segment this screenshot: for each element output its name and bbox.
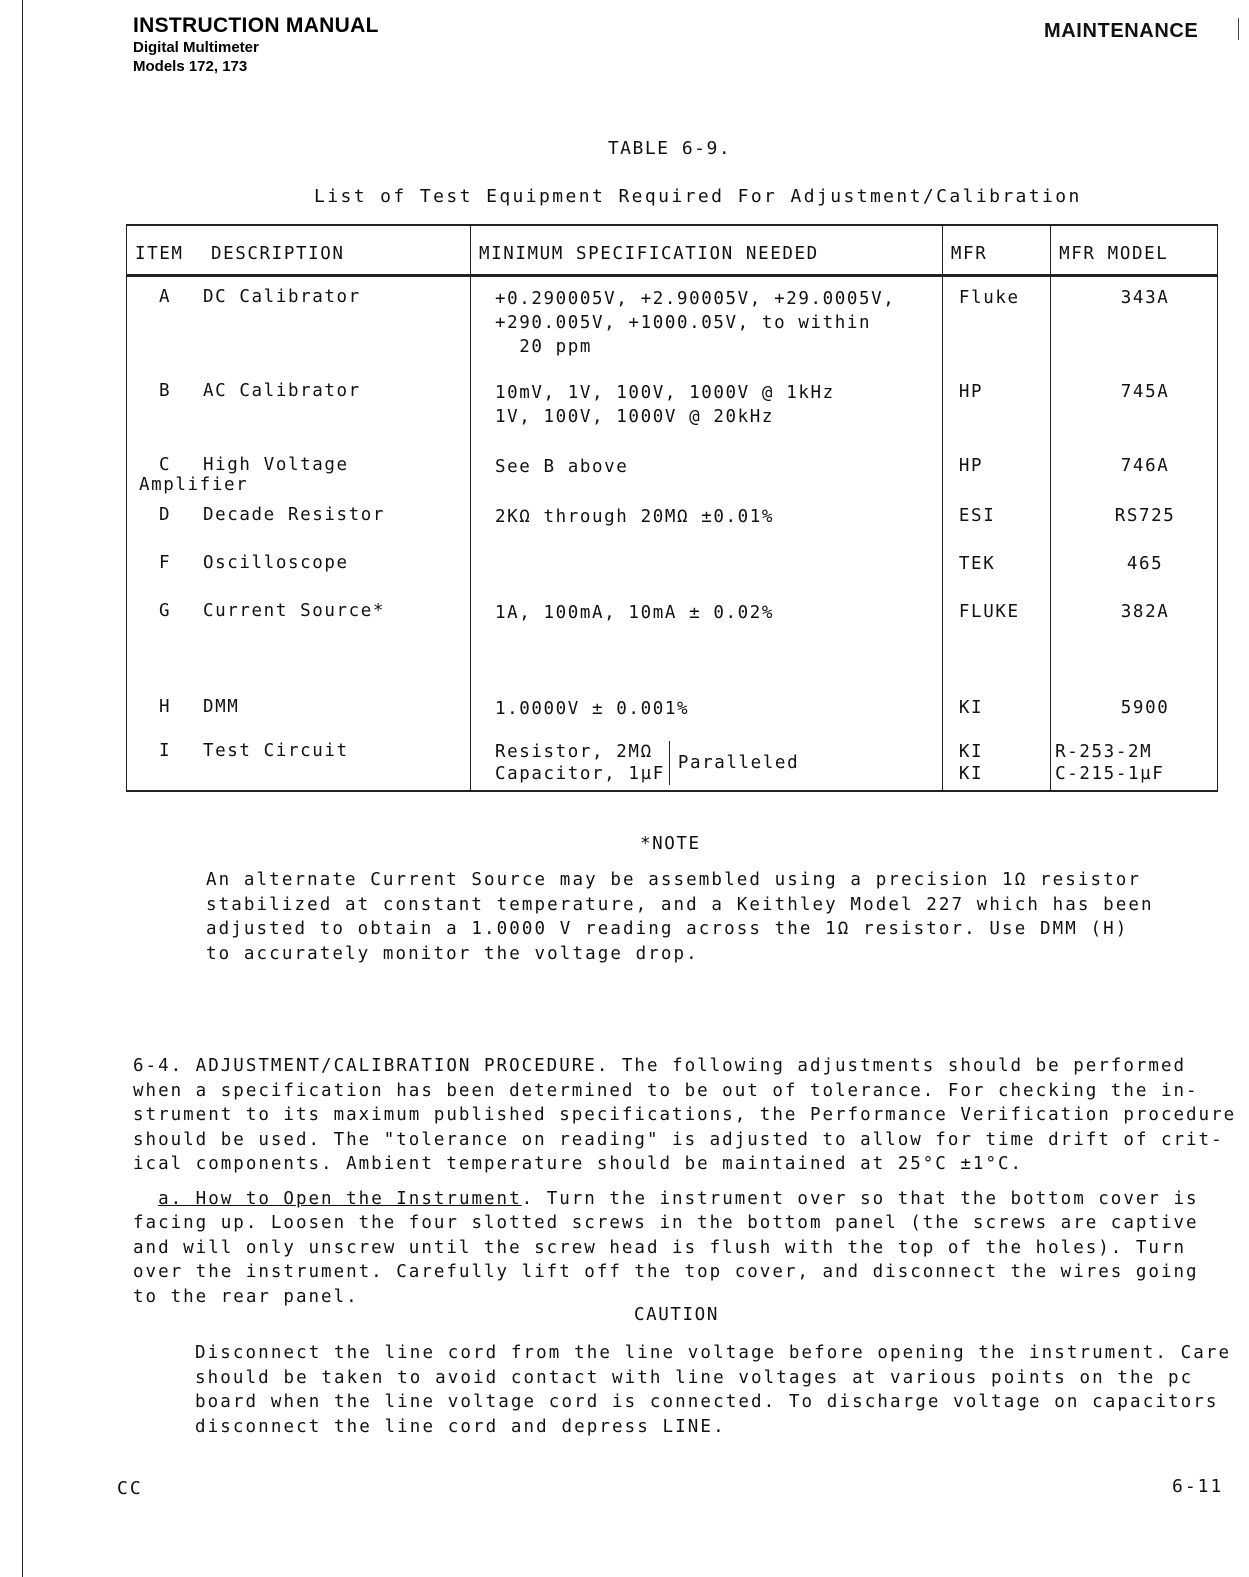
manual-subtitle: Digital Multimeter xyxy=(133,39,259,56)
spec-bracket-group xyxy=(495,741,934,785)
model-number: RS725 xyxy=(1114,506,1176,526)
table-row xyxy=(127,371,1218,445)
spec-line: +0.290005V, +2.90005V, +29.0005V, xyxy=(494,288,896,309)
cell-mfr xyxy=(942,543,1050,591)
cell-model xyxy=(1051,275,1218,371)
cell-model xyxy=(1051,591,1218,687)
item-description: High Voltage Amplifier xyxy=(139,455,349,495)
model-number: C-215-1µF xyxy=(1055,764,1165,784)
caution-body xyxy=(195,1341,1232,1439)
cell-model xyxy=(1051,371,1218,445)
section-title: MAINTENANCE xyxy=(1044,20,1199,42)
spec-line: Resistor, 2MΩ xyxy=(494,742,653,762)
procedure-line: 6-4. ADJUSTMENT/CALIBRATION PROCEDURE. The following adjustments should be performed xyxy=(133,1056,1187,1076)
item-letter: G xyxy=(159,601,172,621)
item-description: Current Source* xyxy=(203,601,386,621)
subsection-a-line: facing up. Loosen the four slotted screws in the bottom panel (the screws are captive xyxy=(133,1213,1199,1233)
table-row xyxy=(127,687,1218,731)
cell-mfr xyxy=(942,495,1050,543)
cell-mfr xyxy=(942,731,1050,791)
subsection-a-line: over the instrument. Carefully lift off the top cover, and disconnect the wires going xyxy=(133,1262,1199,1282)
item-description: Test Circuit xyxy=(203,741,349,761)
table-caption: List of Test Equipment Required For Adjustment/Calibration xyxy=(314,186,1082,207)
cell-item-description xyxy=(127,591,471,687)
spec-line: 20 ppm xyxy=(494,336,593,357)
table-header-row xyxy=(127,225,1218,275)
mfr-name: ESI xyxy=(958,506,996,526)
cell-spec xyxy=(470,275,942,371)
cell-spec xyxy=(470,543,942,591)
page-header xyxy=(133,14,379,76)
cell-item-description xyxy=(127,687,471,731)
manual-models: Models 172, 173 xyxy=(133,58,248,75)
table-row xyxy=(127,275,1218,371)
item-letter: C xyxy=(159,455,172,475)
cell-model xyxy=(1051,543,1218,591)
note-line: stabilized at constant temperature, and a Keithley Model 227 which has been xyxy=(206,894,1154,915)
table-row xyxy=(127,495,1218,543)
table-body xyxy=(127,275,1218,791)
cell-model xyxy=(1051,445,1218,495)
subsection-a-heading: a. How to Open the Instrument xyxy=(158,1188,522,1209)
procedure-section xyxy=(133,1054,1237,1309)
item-letter: A xyxy=(159,286,172,307)
cell-spec xyxy=(470,371,942,445)
cell-item-description xyxy=(127,495,471,543)
model-number: 5900 xyxy=(1120,698,1170,718)
spec-line: 1A, 100mA, 10mA ± 0.02% xyxy=(494,603,775,623)
model-number: 745A xyxy=(1120,382,1170,402)
model-number: 382A xyxy=(1120,602,1170,622)
cell-mfr xyxy=(942,275,1050,371)
cell-item-description xyxy=(127,371,471,445)
subsection-a-line: to the rear panel. xyxy=(133,1286,359,1307)
table-row xyxy=(127,445,1218,495)
cell-model xyxy=(1051,731,1218,791)
cell-item-description xyxy=(127,731,471,791)
spec-line: 1.0000V ± 0.001% xyxy=(494,699,690,719)
note-line: adjusted to obtain a 1.0000 V reading across the 1Ω resistor. Use DMM (H) xyxy=(206,919,1129,939)
item-letter: H xyxy=(159,697,172,717)
test-equipment-table xyxy=(126,224,1218,792)
item-letter: I xyxy=(159,741,172,761)
header-mfr: MFR xyxy=(942,225,1050,275)
header-spec: MINIMUM SPECIFICATION NEEDED xyxy=(470,225,942,275)
item-description: Decade Resistor xyxy=(203,505,386,525)
caution-line: should be taken to avoid contact with line voltages at various points on the pc xyxy=(195,1367,1194,1388)
procedure-line: ical components. Ambient temperature should be maintained at 25°C ±1°C. xyxy=(133,1154,1024,1174)
cell-item-description xyxy=(127,543,471,591)
item-letter: F xyxy=(159,553,172,573)
spec-line: 1V, 100V, 1000V @ 20kHz xyxy=(494,407,775,427)
footer-code: CC xyxy=(117,1478,143,1499)
mfr-name: HP xyxy=(958,382,984,402)
note-line: An alternate Current Source may be assembled using a precision 1Ω resistor xyxy=(206,870,1142,890)
cell-item-description xyxy=(127,275,471,371)
page-right-mark xyxy=(1238,18,1239,40)
header-item-description xyxy=(127,225,471,275)
mfr-name: KI xyxy=(958,764,984,784)
note-body xyxy=(206,868,1166,966)
header-description: DESCRIPTION xyxy=(211,244,345,264)
subsection-a-line: and will only unscrew until the screw head is flush with the top of the holes). Turn xyxy=(133,1237,1187,1258)
model-number: R-253-2M xyxy=(1055,742,1153,762)
spec-line: 2KΩ through 20MΩ ±0.01% xyxy=(494,507,775,527)
cell-spec xyxy=(470,591,942,687)
page-left-rule xyxy=(22,0,23,1577)
cell-spec xyxy=(470,687,942,731)
subsection-a-first-line xyxy=(133,1187,1223,1212)
mfr-name: TEK xyxy=(958,554,996,574)
caution-line: board when the line voltage cord is connected. To discharge voltage on capacitors xyxy=(195,1392,1219,1412)
note-line: to accurately monitor the voltage drop. xyxy=(206,943,699,964)
cell-spec xyxy=(470,495,942,543)
cell-mfr xyxy=(942,445,1050,495)
caution-line: Disconnect the line cord from the line voltage before opening the instrument. Care xyxy=(195,1343,1232,1363)
note-heading: *NOTE xyxy=(640,834,701,854)
procedure-line: when a specification has been determined to be out of tolerance. For checking the in- xyxy=(133,1080,1199,1101)
cell-model xyxy=(1051,687,1218,731)
subsection-a-text: . Turn the instrument over so that the bottom cover is xyxy=(521,1188,1199,1209)
manual-title: INSTRUCTION MANUAL xyxy=(133,14,379,37)
table-number: TABLE 6-9. xyxy=(607,138,732,159)
table-row xyxy=(127,731,1218,791)
procedure-line: strument to its maximum published specifications, the Performance Verification procedure xyxy=(133,1105,1237,1125)
mfr-name: Fluke xyxy=(958,287,1020,308)
mfr-name: HP xyxy=(958,456,984,476)
cell-model xyxy=(1051,495,1218,543)
model-number: 343A xyxy=(1120,287,1170,308)
mfr-name: KI xyxy=(958,698,984,718)
spec-line: Capacitor, 1µF xyxy=(494,764,665,784)
page-number: 6-11 xyxy=(1172,1476,1224,1497)
subsection-a-paragraph xyxy=(133,1211,1223,1309)
table-row xyxy=(127,543,1218,591)
model-number: 465 xyxy=(1126,554,1164,574)
model-number: 746A xyxy=(1120,456,1170,476)
item-description: DC Calibrator xyxy=(203,286,361,307)
spec-line: +290.005V, +1000.05V, to within xyxy=(494,312,872,333)
cell-spec xyxy=(470,731,942,791)
cell-mfr xyxy=(942,687,1050,731)
procedure-paragraph xyxy=(133,1054,1237,1177)
cell-mfr xyxy=(942,371,1050,445)
caution-heading: CAUTION xyxy=(634,1305,719,1325)
spec-lines xyxy=(495,741,670,785)
item-letter: D xyxy=(159,505,172,525)
caution-line: disconnect the line cord and depress LINE. xyxy=(195,1416,726,1437)
table-row xyxy=(127,591,1218,687)
spec-line: 10mV, 1V, 100V, 1000V @ 1kHz xyxy=(494,383,835,403)
spec-bracket-label: Paralleled xyxy=(677,753,800,773)
mfr-name: KI xyxy=(958,742,984,762)
item-description: Oscilloscope xyxy=(203,553,349,573)
header-model: MFR MODEL xyxy=(1051,225,1218,275)
item-letter: B xyxy=(159,381,172,401)
item-description: AC Calibrator xyxy=(203,381,361,401)
spec-line: See B above xyxy=(494,457,629,477)
item-description: DMM xyxy=(203,697,240,717)
cell-mfr xyxy=(942,591,1050,687)
header-item: ITEM xyxy=(135,244,184,264)
cell-spec xyxy=(470,445,942,495)
mfr-name: FLUKE xyxy=(958,602,1020,622)
procedure-line: should be used. The "tolerance on reading" is adjusted to allow for time drift of crit- xyxy=(133,1129,1224,1150)
cell-item-description xyxy=(127,445,471,495)
